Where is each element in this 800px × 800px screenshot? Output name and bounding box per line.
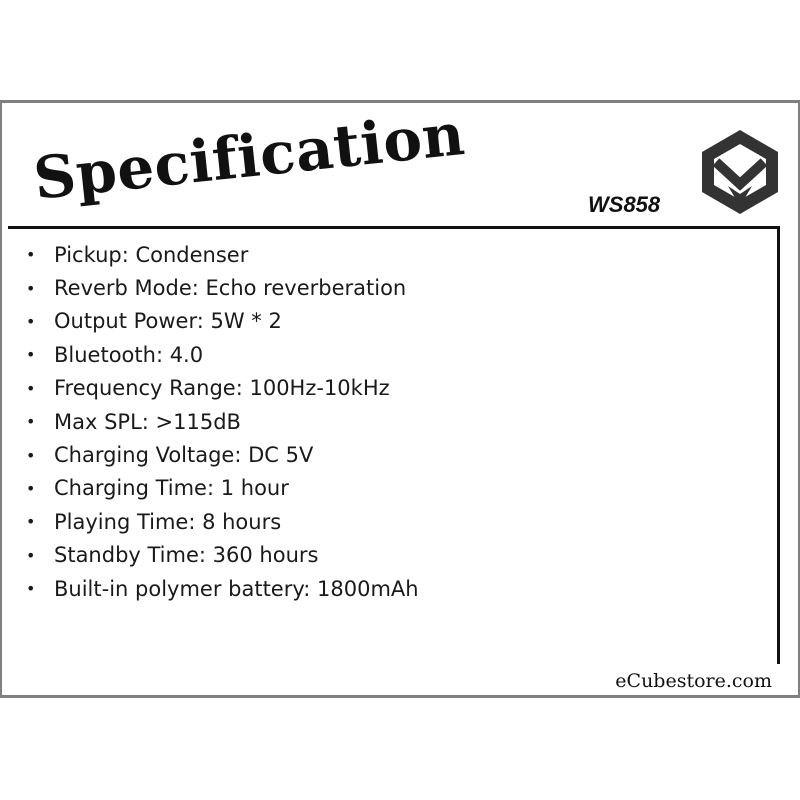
cube-logo-icon [700,128,780,216]
list-item [26,505,419,538]
spec-text: Reverb Mode: Echo reverberation [54,276,407,301]
spec-text: Max SPL: >115dB [54,409,241,434]
spec-text: Standby Time: 360 hours [54,543,319,568]
list-item [26,305,419,338]
list-item [26,238,419,271]
spec-text: Playing Time: 8 hours [54,509,282,534]
bullet-icon: • [26,345,36,365]
spec-text: Frequency Range: 100Hz-10kHz [54,376,390,401]
spec-list [26,238,419,605]
spec-text: Charging Time: 1 hour [54,476,289,501]
page-title: Specification [30,99,468,213]
bullet-icon: • [26,412,36,432]
bullet-icon: • [26,512,36,532]
bullet-icon: • [26,579,36,599]
spec-text: Charging Voltage: DC 5V [54,443,314,468]
list-item [26,472,419,505]
bullet-icon: • [26,545,36,565]
list-item [26,271,419,304]
spec-text: Built-in polymer battery: 1800mAh [54,576,419,601]
bullet-icon: • [26,245,36,265]
spec-text: Pickup: Condenser [54,242,249,267]
list-item [26,405,419,438]
bullet-icon: • [26,378,36,398]
list-item [26,338,419,371]
list-item [26,539,419,572]
list-item [26,438,419,471]
bullet-icon: • [26,478,36,498]
bullet-icon: • [26,445,36,465]
spec-text: Bluetooth: 4.0 [54,342,204,367]
spec-text: Output Power: 5W * 2 [54,309,282,334]
model-number: WS858 [588,192,661,217]
bullet-icon: • [26,278,36,298]
bullet-icon: • [26,311,36,331]
store-url: eCubestore.com [615,670,772,692]
list-item [26,572,419,605]
list-item [26,372,419,405]
